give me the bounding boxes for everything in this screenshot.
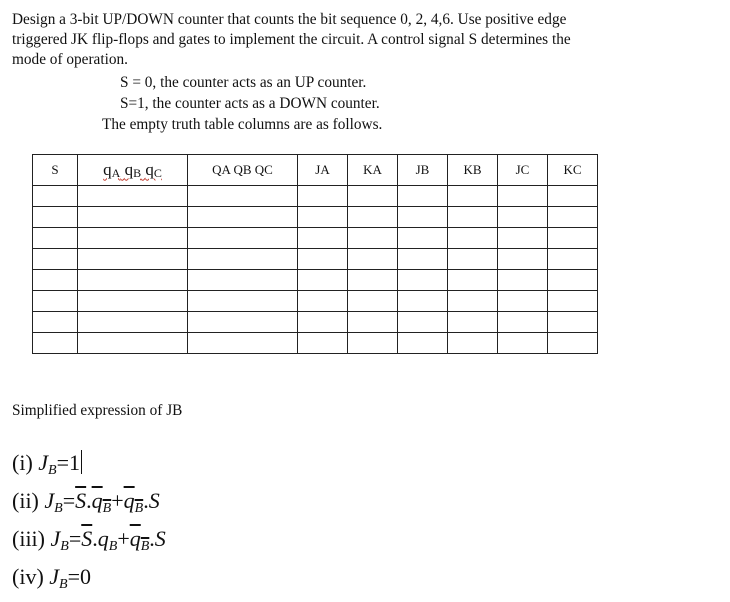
mode-description [102, 72, 382, 135]
header-ka: KA [348, 155, 398, 186]
table-cell[interactable] [498, 228, 548, 249]
table-cell[interactable] [498, 207, 548, 228]
table-cell[interactable] [298, 186, 348, 207]
option-iv[interactable]: (iv) JB=0 [12, 564, 92, 592]
table-cell[interactable] [298, 333, 348, 354]
table-cell[interactable] [498, 270, 548, 291]
table-cell[interactable] [348, 333, 398, 354]
table-cell[interactable] [33, 207, 78, 228]
table-cell[interactable] [398, 333, 448, 354]
table-cell[interactable] [298, 270, 348, 291]
table-cell[interactable] [448, 270, 498, 291]
table-cell[interactable] [298, 249, 348, 270]
header-s: S [33, 155, 78, 186]
header-kb: KB [448, 155, 498, 186]
table-cell[interactable] [548, 249, 598, 270]
table-cell[interactable] [398, 228, 448, 249]
table-cell[interactable] [348, 291, 398, 312]
problem-line-2: triggered JK flip-flops and gates to implement the circuit. A control signal S determines the [12, 31, 571, 48]
problem-statement [12, 10, 712, 70]
table-cell[interactable] [548, 270, 598, 291]
table-cell[interactable] [448, 186, 498, 207]
table-row [33, 291, 598, 312]
table-cell[interactable] [448, 333, 498, 354]
header-next-state: QA QB QC [188, 155, 298, 186]
table-cell[interactable] [33, 249, 78, 270]
option-iii[interactable]: (iii) $JB=\overline{S}.qB+qB.S$ [12, 526, 166, 554]
table-cell[interactable] [188, 207, 298, 228]
table-cell[interactable] [348, 249, 398, 270]
mode-up-line: S = 0, the counter acts as an UP counter. [120, 74, 367, 91]
table-cell[interactable] [33, 291, 78, 312]
header-present-state: qA qB qC [78, 155, 188, 186]
table-cell[interactable] [548, 186, 598, 207]
table-cell[interactable] [348, 186, 398, 207]
truth-table [32, 154, 598, 354]
table-cell[interactable] [188, 270, 298, 291]
table-cell[interactable] [348, 270, 398, 291]
table-cell[interactable] [348, 228, 398, 249]
table-cell[interactable] [78, 186, 188, 207]
table-cell[interactable] [348, 312, 398, 333]
table-cell[interactable] [498, 249, 548, 270]
table-cell[interactable] [78, 249, 188, 270]
table-cell[interactable] [78, 270, 188, 291]
table-cell[interactable] [548, 228, 598, 249]
table-cell[interactable] [188, 291, 298, 312]
table-cell[interactable] [33, 333, 78, 354]
table-cell[interactable] [33, 186, 78, 207]
table-cell[interactable] [398, 291, 448, 312]
table-cell[interactable] [448, 207, 498, 228]
table-cell[interactable] [78, 333, 188, 354]
header-jc: JC [498, 155, 548, 186]
table-cell[interactable] [498, 312, 548, 333]
table-row [33, 333, 598, 354]
table-cell[interactable] [78, 291, 188, 312]
problem-line-3: mode of operation. [12, 51, 128, 68]
table-cell[interactable] [78, 312, 188, 333]
table-cell[interactable] [498, 186, 548, 207]
option-ii[interactable]: (ii) $JB=\overline{S}.qB+qB.S$ [12, 488, 160, 516]
answer-options [12, 448, 166, 600]
text-cursor [81, 450, 82, 474]
table-cell[interactable] [398, 207, 448, 228]
simplified-label: Simplified expression of JB [12, 402, 183, 419]
table-cell[interactable] [298, 228, 348, 249]
table-cell[interactable] [448, 312, 498, 333]
header-jb: JB [398, 155, 448, 186]
header-ja: JA [298, 155, 348, 186]
table-intro-line: The empty truth table columns are as follows. [102, 116, 383, 133]
table-cell[interactable] [188, 186, 298, 207]
table-cell[interactable] [398, 312, 448, 333]
table-cell[interactable] [548, 333, 598, 354]
table-cell[interactable] [498, 333, 548, 354]
table-cell[interactable] [298, 312, 348, 333]
table-cell[interactable] [78, 207, 188, 228]
table-row [33, 186, 598, 207]
table-cell[interactable] [548, 207, 598, 228]
table-cell[interactable] [398, 249, 448, 270]
problem-line-1: Design a 3-bit UP/DOWN counter that counts the bit sequence 0, 2, 4,6. Use positive edge [12, 11, 567, 28]
truth-table-body [33, 186, 598, 354]
table-cell[interactable] [188, 249, 298, 270]
table-cell[interactable] [448, 291, 498, 312]
table-cell[interactable] [548, 312, 598, 333]
table-cell[interactable] [188, 228, 298, 249]
table-cell[interactable] [33, 228, 78, 249]
table-cell[interactable] [548, 291, 598, 312]
table-row [33, 228, 598, 249]
table-cell[interactable] [448, 249, 498, 270]
table-cell[interactable] [188, 333, 298, 354]
option-i[interactable]: (i) JB=1 [12, 450, 81, 478]
table-cell[interactable] [188, 312, 298, 333]
table-cell[interactable] [448, 228, 498, 249]
table-cell[interactable] [33, 312, 78, 333]
table-cell[interactable] [33, 270, 78, 291]
table-cell[interactable] [498, 291, 548, 312]
table-row [33, 270, 598, 291]
table-row [33, 249, 598, 270]
table-cell[interactable] [398, 270, 448, 291]
table-cell[interactable] [298, 207, 348, 228]
table-cell[interactable] [78, 228, 188, 249]
table-cell[interactable] [298, 291, 348, 312]
table-row [33, 207, 598, 228]
table-cell[interactable] [348, 207, 398, 228]
mode-down-line: S=1, the counter acts as a DOWN counter. [120, 95, 380, 112]
header-kc: KC [548, 155, 598, 186]
table-row [33, 312, 598, 333]
table-cell[interactable] [398, 186, 448, 207]
